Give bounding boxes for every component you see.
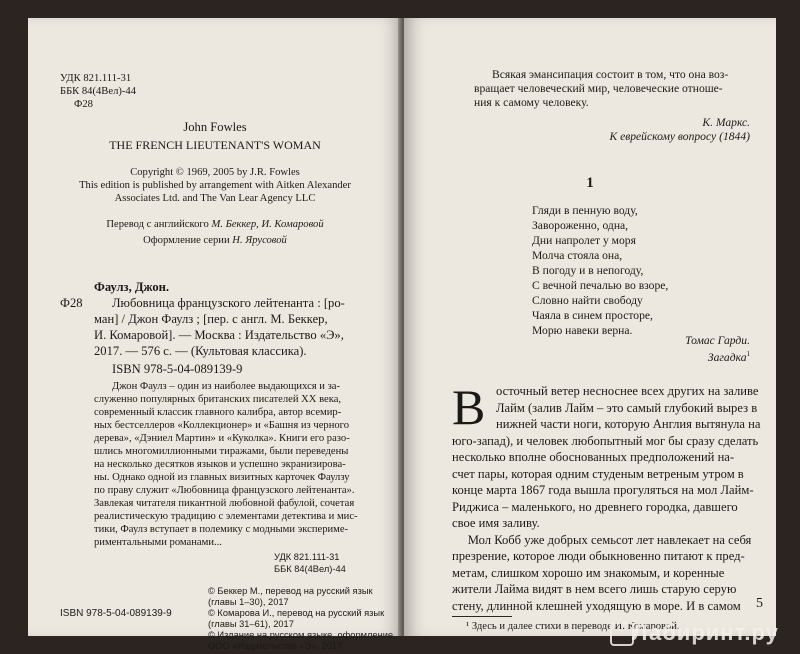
body-line: Лайм (залив Лайм – это самый глубокий вырез в <box>496 400 758 415</box>
body-line: нижней части ноги, которую Англия вытянула на <box>496 417 761 431</box>
translation-credit <box>28 218 402 231</box>
annotation-line: по праву служит «Любовница французского лейтенанта». <box>94 485 355 496</box>
poem-line: Словно найти свободу <box>532 294 643 307</box>
left-page <box>28 18 402 651</box>
annotation-line: реалистическую традицию с элементами детектива и мис- <box>94 511 358 522</box>
body-line: Мол Кобб уже добрых семьсот лет навлекает на себя <box>452 532 752 547</box>
translators: М. Беккер, И. Комаровой <box>211 219 324 230</box>
rights-line: © Издание на русском языке, оформление. <box>208 630 396 640</box>
poem-line: С вечной печалью во взоре, <box>532 279 669 292</box>
bbk-code: ББК 84(4Вел)-44 <box>60 86 137 97</box>
epigraph-author: К. Маркс. <box>702 116 750 129</box>
translation-prefix: Перевод с английского <box>106 219 212 230</box>
catalog-code: Ф28 <box>60 296 83 310</box>
copyright-line: Copyright © 1969, 2005 by J.R. Fowles <box>130 167 300 178</box>
body-line: стену, длинной клешней уходящую в море. И в самом <box>452 598 741 613</box>
poem-line: Молча стояла она, <box>532 249 623 262</box>
body-line: конце марта 1867 года вышла прогуляться на мол Лайм- <box>452 483 754 497</box>
annotation-line: на несколько десятков языков и успешно экранизирова- <box>94 459 346 470</box>
annotation-line: ны. Однако одной из главных визитных карточек Фаулзу <box>94 472 350 483</box>
designer: Н. Ярусовой <box>232 235 287 246</box>
design-credit <box>28 234 402 247</box>
epigraph-line: вращает человеческий мир, человеческие отноше- <box>474 82 723 95</box>
catalog-code-top: Ф28 <box>74 99 93 110</box>
poem-line: Дни напролет у моря <box>532 234 636 247</box>
isbn-bottom: ISBN 978-5-04-089139-9 <box>60 608 172 619</box>
annotation-line: тики, Фаулз вступает в полемику с модными экспериме- <box>94 524 349 535</box>
rights-line: (главы 1–30), 2017 <box>208 597 289 607</box>
annotation-line: дерева», «Дэниел Мартин» и «Куколка». Книги его разо- <box>94 433 350 444</box>
title-english: THE FRENCH LIEUTENANT'S WOMAN <box>109 138 321 152</box>
body-line: несколько вполне обоснованных предположений на- <box>452 450 735 464</box>
footnote-text: ¹ Здесь и далее стихи в переводе И. Комаровой. <box>466 621 680 632</box>
annotation-line: Джон Фаулз – один из наиболее выдающихся и за- <box>112 381 341 392</box>
footnote-rule-line <box>452 616 512 617</box>
right-page <box>404 18 776 636</box>
catalog-line: Любовница французского лейтенанта : [ро- <box>112 296 345 310</box>
catalog-author: Фаулз, Джон. <box>94 280 170 294</box>
annotation-line: шлись многомиллионными тиражами, были переведены <box>94 446 349 457</box>
poem-line: В погоду и в непогоду, <box>532 264 644 277</box>
poem-line: Завороженно, одна, <box>532 219 629 232</box>
rights-line: ООО «Издательство «Э», 2017 <box>208 641 343 651</box>
rights-line: © Беккер М., перевод на русский язык <box>208 586 373 596</box>
udk-code: УДК 821.111-31 <box>60 73 132 84</box>
annotation-line: современный классик главного калибра, автор всемир- <box>94 407 342 418</box>
epigraph-line: Всякая эмансипация состоит в том, что она воз- <box>492 68 729 81</box>
page-number: 5 <box>756 596 763 611</box>
annotation-line: Завлекая читателя пикантной любовной фабулой, сочетая <box>94 498 355 509</box>
author-english: John Fowles <box>183 120 247 134</box>
body-line: счет пары, которая одним студеным ветреным утром в <box>452 466 744 481</box>
rights-line: © Комарова И., перевод на русский язык <box>208 608 385 618</box>
poem-line: Морю навеки верна. <box>532 324 633 337</box>
body-first-line: осточный ветер несноснее всех других на заливе <box>496 384 759 398</box>
footnote-mark: 1 <box>746 350 750 358</box>
design-prefix: Оформление серии <box>143 235 233 246</box>
poem-source-title: Загадка <box>707 350 747 364</box>
rights-line: (главы 31–61), 2017 <box>208 619 294 629</box>
annotation-line: ных бестселлеров «Коллекционер» и «Башня из черного <box>94 420 350 431</box>
drop-cap: В <box>452 379 486 435</box>
body-line: метам, слишком хорошо им знакомым, и коренные <box>452 565 725 580</box>
copyright-line: Associates Ltd. and The Van Lear Agency LLC <box>114 193 316 204</box>
annotation-line: служенно популярных британских писателей XX века, <box>94 394 342 405</box>
poem-author: Томас Гарди. <box>685 334 750 347</box>
body-line: презрение, которое люди обыкновенно питают к пред- <box>452 549 745 563</box>
bbk-bottom: ББК 84(4Вел)-44 <box>274 564 346 574</box>
body-line: свое имя заливу. <box>452 516 540 530</box>
udk-bottom: УДК 821.111-31 <box>274 552 340 562</box>
catalog-line: И. Комаровой]. — Москва : Издательство «Э», <box>94 328 344 342</box>
chapter-number: 1 <box>586 175 594 191</box>
body-line: юго-запад), и человек любопытный мог бы сразу сделать <box>452 433 759 448</box>
body-line: Риджиса – маленького, но древнего городка, давшего <box>452 499 738 514</box>
poem-line: Чаяла в синем просторе, <box>532 309 653 322</box>
catalog-line: ман] / Джон Фаулз ; [пер. с англ. М. Беккер, <box>94 312 328 326</box>
epigraph-source: К еврейскому вопросу (1844) <box>609 130 750 143</box>
copyright-line: This edition is published by arrangement with Aitken Alexander <box>79 180 351 191</box>
poem-source <box>404 348 750 364</box>
watermark-logo-icon <box>610 622 634 646</box>
catalog-line: 2017. — 576 с. — (Культовая классика). <box>94 344 307 358</box>
poem-line: Гляди в пенную воду, <box>532 204 638 217</box>
body-line: жители Лайма видят в нем всего лишь старую серую <box>452 582 737 596</box>
isbn-main: ISBN 978-5-04-089139-9 <box>112 362 243 376</box>
epigraph-line: ния к самому человеку. <box>474 96 589 109</box>
watermark-text: Лабиринт.ру <box>632 620 779 645</box>
annotation-line: риментальными романами... <box>94 537 222 548</box>
